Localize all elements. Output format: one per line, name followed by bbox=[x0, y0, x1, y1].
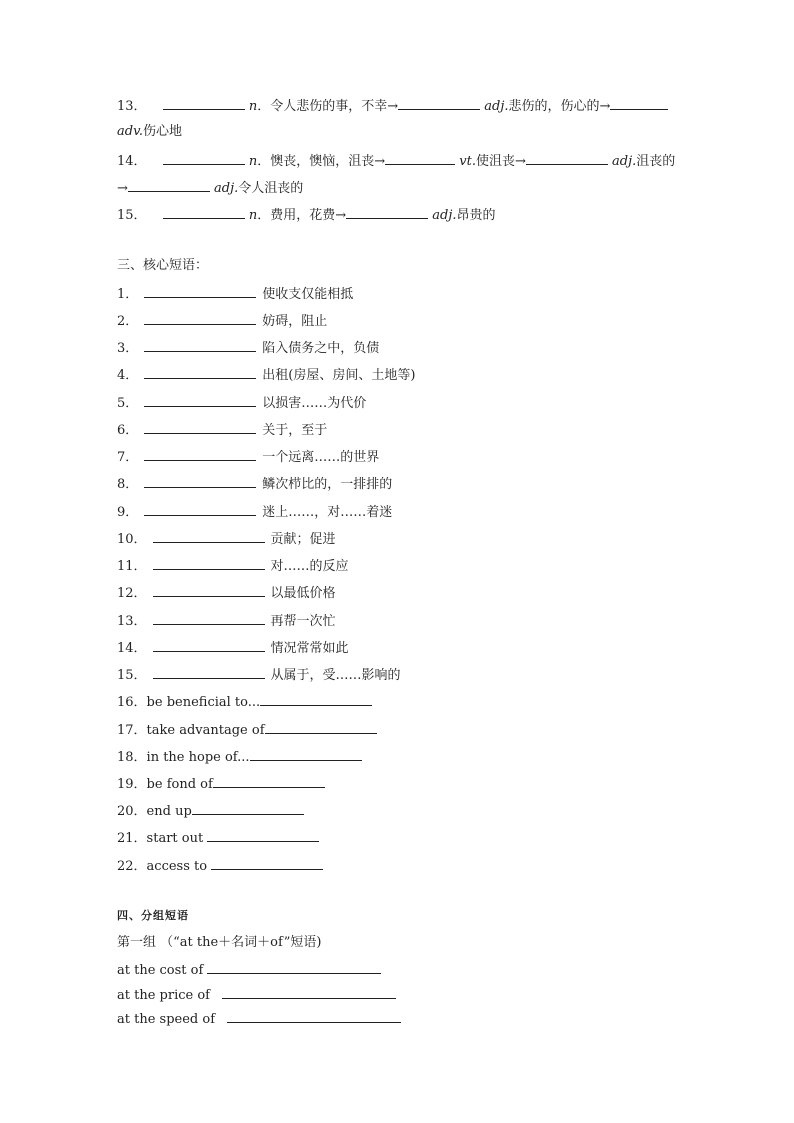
answer-blank[interactable] bbox=[526, 152, 608, 165]
item-number: 1． bbox=[117, 287, 139, 302]
item-number: 22． bbox=[117, 859, 147, 874]
answer-blank[interactable] bbox=[222, 986, 396, 999]
answer-blank[interactable] bbox=[144, 503, 256, 516]
group-phrase-item bbox=[117, 1010, 401, 1028]
phrase-meaning: 使收支仅能相抵 bbox=[262, 287, 354, 302]
section-heading: 三、核心短语： bbox=[117, 258, 209, 273]
phrase-item bbox=[117, 366, 415, 384]
phrase-item bbox=[117, 475, 392, 493]
phrase-meaning: 妨碍，阻止 bbox=[262, 314, 328, 329]
meaning: 伤心地 bbox=[143, 124, 183, 139]
item-number: 10． bbox=[117, 532, 147, 547]
answer-blank[interactable] bbox=[163, 152, 245, 165]
item-number: 18． bbox=[117, 750, 147, 765]
item-number: 14． bbox=[117, 641, 147, 656]
meaning: 悲伤的，伤心的→ bbox=[508, 99, 611, 114]
answer-blank[interactable] bbox=[153, 557, 265, 570]
phrase-item bbox=[117, 339, 379, 357]
answer-blank[interactable] bbox=[207, 961, 381, 974]
english-phrase-item bbox=[117, 802, 304, 820]
meaning: 昂贵的 bbox=[456, 208, 496, 223]
answer-blank[interactable] bbox=[153, 639, 265, 652]
meaning: ．懊丧，懊恼，沮丧→ bbox=[257, 154, 386, 169]
item-number: 19． bbox=[117, 777, 147, 792]
answer-blank[interactable] bbox=[144, 421, 256, 434]
english-phrase: in the hope of... bbox=[146, 750, 250, 765]
phrase-meaning: 关于，至于 bbox=[262, 423, 328, 438]
phrase-meaning: 迷上……，对……着迷 bbox=[262, 505, 393, 520]
answer-blank[interactable] bbox=[153, 584, 265, 597]
item-number: 20． bbox=[117, 804, 147, 819]
item-number: 13． bbox=[117, 614, 147, 629]
english-phrase: end up bbox=[146, 804, 192, 819]
item-number: 11． bbox=[117, 559, 147, 574]
answer-blank[interactable] bbox=[144, 339, 256, 352]
phrase-item bbox=[117, 666, 401, 684]
item-number: 2． bbox=[117, 314, 139, 329]
phrase-item bbox=[117, 557, 349, 575]
answer-blank[interactable] bbox=[144, 475, 256, 488]
item-number: 13． bbox=[117, 99, 147, 114]
answer-blank[interactable] bbox=[260, 693, 372, 706]
phrase-item bbox=[117, 285, 353, 303]
item-number: 15． bbox=[117, 668, 147, 683]
item-number: 8． bbox=[117, 477, 139, 492]
phrase-item bbox=[117, 312, 327, 330]
phrase-meaning: 情况常常如此 bbox=[270, 641, 349, 656]
phrase-meaning: 再帮一次忙 bbox=[270, 614, 336, 629]
answer-blank[interactable] bbox=[144, 394, 256, 407]
phrase-item bbox=[117, 584, 336, 602]
arrow: → bbox=[117, 181, 128, 196]
english-phrase-item bbox=[117, 775, 325, 793]
phrase-item bbox=[117, 639, 349, 657]
item-number: 9． bbox=[117, 505, 139, 520]
phrase-item bbox=[117, 612, 336, 630]
phrase-meaning: 一个远离……的世界 bbox=[262, 450, 380, 465]
meaning: 沮丧的 bbox=[636, 154, 676, 169]
answer-blank[interactable] bbox=[213, 775, 325, 788]
english-phrase: take advantage of bbox=[146, 723, 265, 738]
item-number: 7． bbox=[117, 450, 139, 465]
answer-blank[interactable] bbox=[153, 666, 265, 679]
phrase-meaning: 贡献；促进 bbox=[270, 532, 336, 547]
group-title: 第一组 （“at the＋名词＋of”短语) bbox=[117, 935, 322, 950]
item-number: 16． bbox=[117, 695, 147, 710]
group-phrase-item bbox=[117, 986, 396, 1004]
item-number: 15． bbox=[117, 208, 147, 223]
part-of-speech: n bbox=[248, 99, 258, 114]
item-number: 14． bbox=[117, 154, 147, 169]
part-of-speech: adj. bbox=[484, 99, 509, 114]
english-phrase: be fond of bbox=[146, 777, 213, 792]
english-phrase-item bbox=[117, 829, 319, 847]
phrase-item bbox=[117, 448, 379, 466]
part-of-speech: adj. bbox=[214, 181, 239, 196]
vocab-item-13-cont bbox=[117, 124, 182, 140]
meaning: ．费用，花费→ bbox=[257, 208, 347, 223]
answer-blank[interactable] bbox=[385, 152, 455, 165]
phrase-item bbox=[117, 394, 366, 412]
answer-blank[interactable] bbox=[144, 448, 256, 461]
meaning: 使沮丧→ bbox=[475, 154, 526, 169]
answer-blank[interactable] bbox=[346, 206, 428, 219]
answer-blank[interactable] bbox=[163, 206, 245, 219]
part-of-speech: adv. bbox=[117, 124, 144, 139]
phrase-item bbox=[117, 503, 392, 521]
answer-blank[interactable] bbox=[192, 802, 304, 815]
answer-blank[interactable] bbox=[144, 312, 256, 325]
phrase-meaning: 鳞次栉比的，一排排的 bbox=[262, 477, 393, 492]
vocab-item-14 bbox=[117, 152, 675, 170]
english-phrase: at the cost of bbox=[117, 963, 204, 978]
english-phrase: start out bbox=[146, 831, 204, 846]
answer-blank[interactable] bbox=[153, 530, 265, 543]
answer-blank[interactable] bbox=[250, 748, 362, 761]
item-number: 17． bbox=[117, 723, 147, 738]
answer-blank[interactable] bbox=[398, 97, 480, 110]
answer-blank[interactable] bbox=[128, 179, 210, 192]
meaning: 令人沮丧的 bbox=[238, 181, 304, 196]
answer-blank[interactable] bbox=[207, 829, 319, 842]
english-phrase: access to bbox=[146, 859, 208, 874]
answer-blank[interactable] bbox=[153, 612, 265, 625]
answer-blank[interactable] bbox=[144, 366, 256, 379]
phrase-meaning: 陷入债务之中，负债 bbox=[262, 341, 380, 356]
phrase-meaning: 以损害……为代价 bbox=[262, 396, 367, 411]
phrase-meaning: 从属于，受……影响的 bbox=[270, 668, 401, 683]
item-number: 3． bbox=[117, 341, 139, 356]
vocab-item-14-cont bbox=[117, 179, 303, 197]
item-number: 5． bbox=[117, 396, 139, 411]
phrase-meaning: 以最低价格 bbox=[270, 586, 336, 601]
vocab-item-13 bbox=[117, 97, 668, 115]
phrase-meaning: 对……的反应 bbox=[270, 559, 349, 574]
answer-blank[interactable] bbox=[227, 1010, 401, 1023]
vocab-item-15 bbox=[117, 206, 496, 224]
item-number: 4． bbox=[117, 368, 139, 383]
phrase-item bbox=[117, 530, 336, 548]
group-phrase-item bbox=[117, 961, 381, 979]
english-phrase: at the price of bbox=[117, 988, 210, 1003]
part-of-speech: n bbox=[248, 154, 258, 169]
section-heading: 四、分组短语 bbox=[117, 909, 189, 922]
english-phrase-item bbox=[117, 857, 323, 875]
part-of-speech: vt. bbox=[459, 154, 476, 169]
answer-blank[interactable] bbox=[163, 97, 245, 110]
part-of-speech: adj. bbox=[432, 208, 457, 223]
english-phrase-item bbox=[117, 748, 362, 766]
item-number: 21． bbox=[117, 831, 147, 846]
item-number: 12． bbox=[117, 586, 147, 601]
english-phrase-item bbox=[117, 693, 372, 711]
answer-blank[interactable] bbox=[265, 721, 377, 734]
answer-blank[interactable] bbox=[211, 857, 323, 870]
english-phrase: at the speed of bbox=[117, 1012, 216, 1027]
answer-blank[interactable] bbox=[144, 285, 256, 298]
part-of-speech: n bbox=[248, 208, 258, 223]
item-number: 6． bbox=[117, 423, 139, 438]
meaning: ．令人悲伤的事，不幸→ bbox=[257, 99, 399, 114]
phrase-item bbox=[117, 421, 327, 439]
phrase-meaning: 出租(房屋、房间、土地等) bbox=[262, 368, 416, 383]
english-phrase-item bbox=[117, 721, 377, 739]
english-phrase: be beneficial to... bbox=[146, 695, 261, 710]
answer-blank[interactable] bbox=[610, 97, 668, 110]
part-of-speech: adj. bbox=[612, 154, 637, 169]
